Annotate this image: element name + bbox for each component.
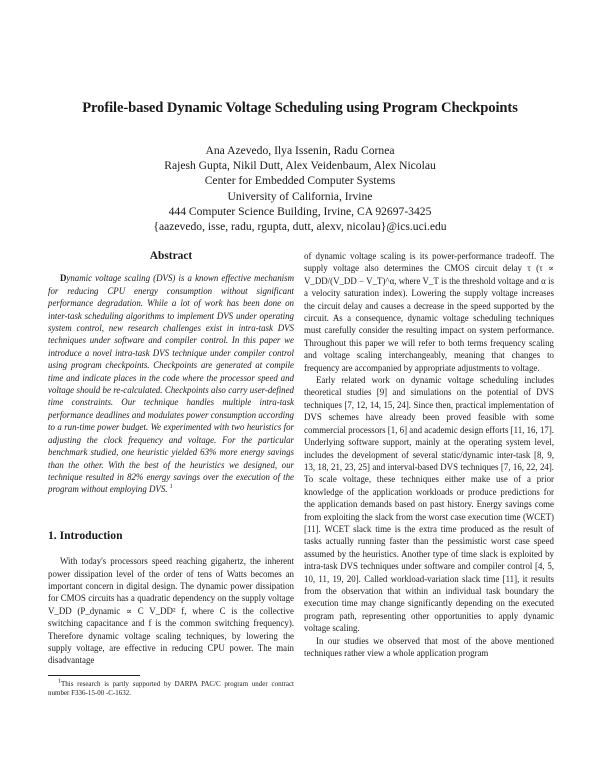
paper-title: Profile-based Dynamic Voltage Scheduling using Program Checkpoints bbox=[82, 100, 518, 116]
affiliation-university: University of California, Irvine bbox=[227, 189, 373, 203]
right-column bbox=[304, 250, 554, 659]
abstract-dropcap: D bbox=[60, 273, 67, 284]
author-emails: {aazevedo, isse, radu, rgupta, dutt, alexv, nicolau}@ics.uci.edu bbox=[153, 220, 447, 234]
introduction-heading: 1. Introduction bbox=[48, 528, 123, 542]
affiliation-address: 444 Computer Science Building, Irvine, CA 92697-3425 bbox=[168, 204, 432, 218]
intro-paragraph-1-continued: of dynamic voltage scaling is its power-performance tradeoff. The supply voltage also determines the CMOS circuit delay τ (τ ∝ V_DD/(V_DD − V_T)^α, where V_T is the threshold voltage and α is a velocity saturation index). Lowering the supply voltage increases the circuit delay and causes a decrease in the speed supported by the circuit. As a consequence, dynamic voltage scheduling techniques must carefully consider the resulting impact on system performance. Throughout this paper we will refer to both terms frequency scaling and voltage scaling interchangeably, meaning that changes to frequency are accompanied by appropriate adjustments to voltage. bbox=[304, 251, 554, 373]
footnote-number: 1 bbox=[58, 678, 61, 685]
left-column bbox=[48, 250, 294, 699]
abstract-heading: Abstract bbox=[149, 250, 193, 262]
intro-paragraph-3: In our studies we observed that most of the above mentioned techniques rather view a whole application program bbox=[304, 635, 554, 658]
abstract-body bbox=[48, 272, 294, 495]
affiliation-center: Center for Embedded Computer Systems bbox=[204, 174, 396, 188]
footnote-text: This research is partly supported by DARPA PAC/C program under contract number F336-15-00 -C-1632. bbox=[48, 679, 294, 698]
footnote bbox=[48, 680, 294, 699]
intro-paragraph-2: Early related work on dynamic voltage scheduling includes theoretical studies [9] and simulations on the potential of DVS techniques [7, 12, 14, 15, 24]. Since then, practical implementation of DVS schemes have already been proved feasible with some commercial processors [1, 6] and academic design efforts [11, 16, 17]. Underlying software support, mainly at the operating system level, includes the development of several static/dynamic inter-task [8, 9, 13, 18, 21, 23, 25] and interval-based DVS techniques [7, 16, 22, 24]. To scale voltage, these techniques either make use of a prior knowledge of the application workloads or produce predictions for the application demands based on past history. Energy savings come from exploiting the slack from the worst case execution time (WCET) [11]. WCET slack time is the extra time produced as the result of tasks actually running faster than the pessimistic worst case speed assumed by the heuristics. Another type of time slack is exploited by intra-task DVS techniques under software and compiler control [4, 5, 10, 11, 19, 20]. Called workload-variation slack time [11], it results from the observation that within an individual task boundary the execution time may change significantly depending on the executed program path, representing other opportunities to apply dynamic voltage scaling. bbox=[304, 375, 554, 634]
authors-line-1: Ana Azevedo, Ilya Issenin, Radu Cornea bbox=[205, 144, 395, 157]
footnote-divider bbox=[48, 675, 140, 676]
authors-line-2: Rajesh Gupta, Nikil Dutt, Alex Veidenbaum, Alex Nicolau bbox=[164, 159, 436, 173]
author-block bbox=[0, 143, 600, 234]
footnote-marker: 1 bbox=[169, 484, 173, 491]
abstract-text: ynamic voltage scaling (DVS) is a known effective mechanism for reducing CPU energy consumption without significant performance degradation. While a lot of work has been done on inter-task scheduling algorithms to implement DVS under operating system control, new research challenges exist in intra-task DVS techniques under software and compiler control. In this paper we introduce a novel intra-task DVS technique under compiler control using program checkpoints. Checkpoints are generated at compile time and indicate places in the code where the processor speed and voltage should be re-calculated. Checkpoints also carry user-defined time constraints. Our technique handles multiple intra-task performance deadlines and modulates power consumption according to a run-time power budget. We experimented with two heuristics for adjusting the clock frequency and voltage. For the particular benchmark studied, one heuristic yielded 63% more energy savings than the other. With the best of the heuristics we designed, our technique resulted in 82% energy savings over the execution of the program without employing DVS. bbox=[48, 273, 294, 495]
intro-paragraph-1: With today's processors speed reaching gigahertz, the inherent power dissipation level of the order of tens of Watts becomes an important concern in digital design. The dynamic power dissipation for CMOS circuits has a quadratic dependency on the supply voltage V_DD (P_dynamic ∝ C V_DD² f, where C is the collective switching capacitance and f is the common switching frequency). Therefore dynamic voltage scaling techniques, by lowering the supply voltage, are effective in reducing CPU power. The main disadvantage bbox=[48, 556, 294, 666]
